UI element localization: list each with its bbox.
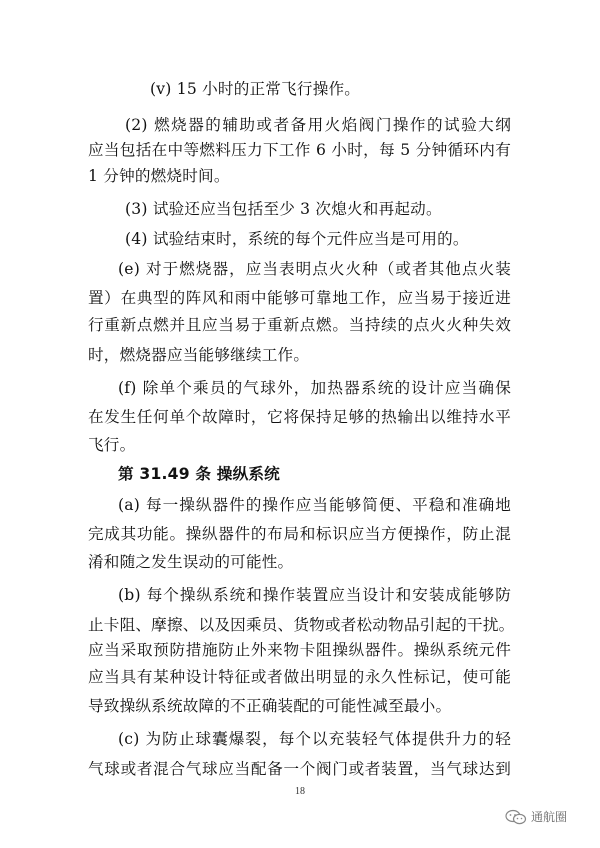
text-line: 淆和随之发生误动的可能性。	[88, 553, 294, 571]
section-heading: 第 31.49 条 操纵系统	[118, 465, 280, 483]
text-line: 止卡阻、摩擦、以及因乘员、货物或者松动物品引起的干扰。	[88, 616, 515, 634]
text-line: (e) 对于燃烧器，应当表明点火火种（或者其他点火装	[118, 260, 511, 278]
watermark	[505, 808, 567, 825]
text-line: 在发生任何单个故障时，它将保持足够的热输出以维持水平	[88, 408, 511, 426]
watermark-text: 通航圈	[531, 810, 568, 824]
text-line: 1 分钟的燃烧时间。	[88, 167, 230, 185]
text-line: (2) 燃烧器的辅助或者备用火焰阀门操作的试验大纲	[125, 116, 511, 134]
text-line: (f) 除单个乘员的气球外，加热器系统的设计应当确保	[118, 379, 511, 397]
text-line: (v) 15 小时的正常飞行操作。	[150, 80, 361, 98]
wechat-icon	[505, 809, 527, 825]
text-line: (c) 为防止球囊爆裂，每个以充装轻气体提供升力的轻	[118, 730, 511, 748]
text-line: 飞行。	[88, 436, 136, 454]
text-line: (b) 每个操纵系统和操作装置应当设计和安装成能够防	[118, 586, 511, 604]
text-line: 导致操纵系统故障的不正确装配的可能性减至最小。	[88, 697, 452, 715]
text-line: (4) 试验结束时，系统的每个元件应当是可用的。	[125, 230, 469, 248]
text-line: (3) 试验还应当包括至少 3 次熄火和再起动。	[125, 200, 442, 218]
text-line: 完成其功能。操纵器件的布局和标识应当方便操作，防止混	[88, 525, 511, 543]
text-line: 应当具有某种设计特征或者做出明显的永久性标记，使可能	[88, 668, 511, 686]
text-line: 时，燃烧器应当能够继续工作。	[88, 346, 310, 364]
page-number: 18	[295, 786, 305, 797]
text-line: 应当包括在中等燃料压力下工作 6 小时，每 5 分钟循环内有	[88, 141, 511, 159]
text-line: (a) 每一操纵器件的操作应当能够简便、平稳和准确地	[118, 496, 511, 514]
text-line: 行重新点燃并且应当易于重新点燃。当持续的点火火种失效	[88, 316, 511, 334]
text-line: 置）在典型的阵风和雨中能够可靠地工作，应当易于接近进	[88, 289, 511, 307]
text-line: 应当采取预防措施防止外来物卡阻操纵器件。操纵系统元件	[88, 641, 511, 659]
text-line: 气球或者混合气球应当配备一个阀门或者装置，当气球达到	[88, 760, 511, 778]
